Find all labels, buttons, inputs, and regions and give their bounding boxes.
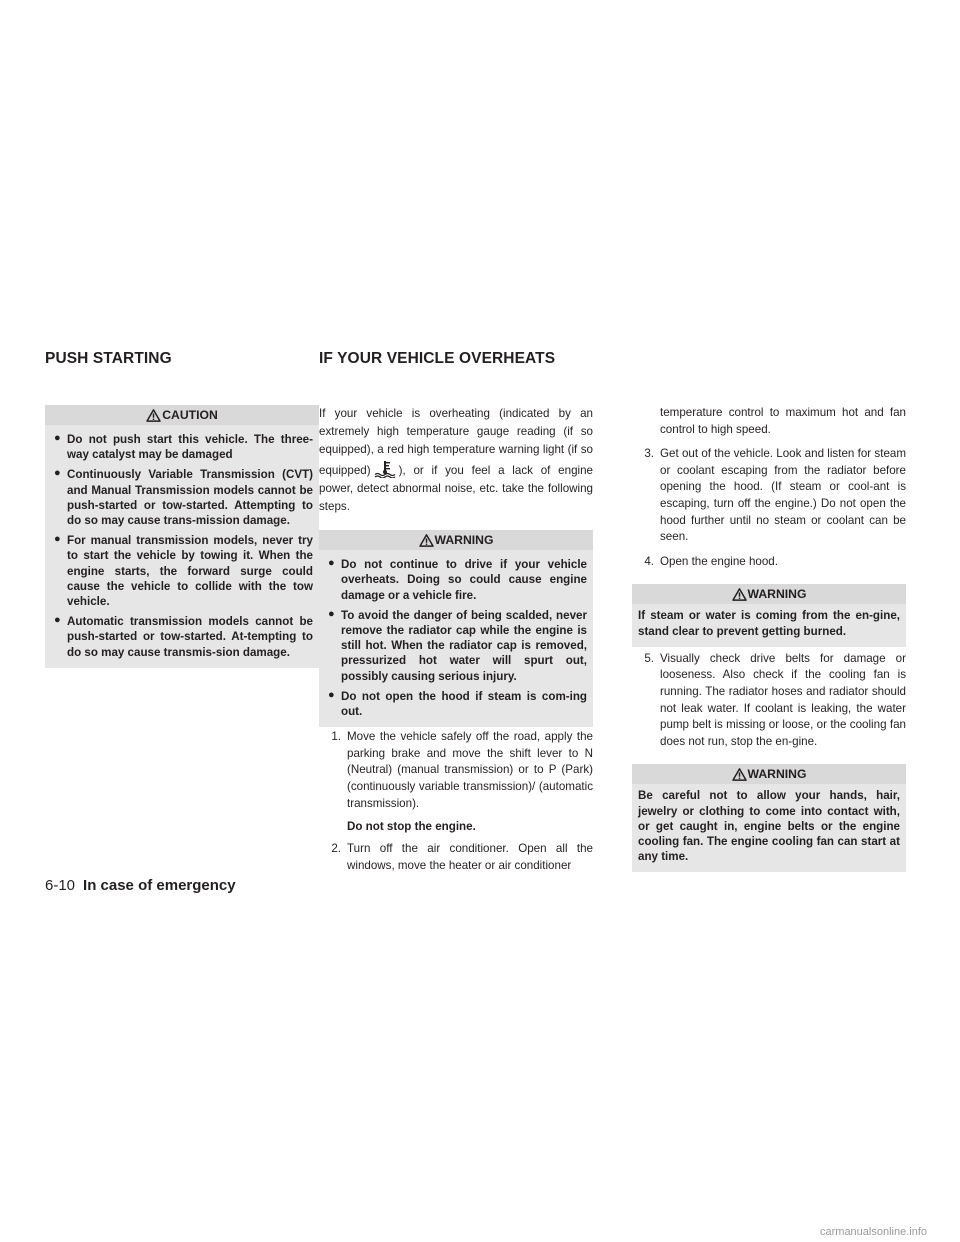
intro-paragraph: If your vehicle is overheating (indicated by an extremely high temperature gauge reading (if so equipped), a red high temperature warning light (if so equipped) ), or if you feel a lack of engine power, detect abnormal noise, etc. take the following steps.	[319, 407, 593, 514]
section-heading-push-starting: PUSH STARTING	[45, 350, 172, 367]
warning-item: ● To avoid the danger of being scalded, never remove the radiator cap while the engine is still hot. When the radiator cap is removed, pressurized hot water will spurt out, possibly causing serious injury.	[328, 607, 587, 683]
warning-box-1-header	[319, 530, 593, 550]
step-1: 1. Move the vehicle safely off the road, apply the parking brake and move the shift lever to N (Neutral) (manual transmission) or to P (Park) (continuously variable transmission)/ (automatic transmission).	[331, 730, 593, 810]
warning-box-1-title: WARNING	[434, 533, 494, 548]
caution-item: ● Do not push start this vehicle. The three-way catalyst may be damaged	[54, 432, 313, 462]
warning-box-2-title: WARNING	[747, 587, 807, 602]
step-5: 5. Visually check drive belts for damage or looseness. Also check if the cooling fan is running. The radiator hoses and radiator should not leak water. If coolant is leaking, the water pump belt is missing or loose, or the cooling fan does not run, stop the en-gine.	[644, 651, 906, 748]
warning-box-3-header	[632, 764, 906, 784]
warning-triangle-icon	[732, 768, 747, 781]
warning-box-2-header	[632, 584, 906, 604]
caution-item: ● Automatic transmission models cannot be push-started or tow-started. At-tempting to do so may cause transmis-sion damage.	[54, 614, 313, 659]
step-3: 3. Get out of the vehicle. Look and listen for steam or coolant escaping from the radiator before opening the hood. (If steam or cool-ant is escaping, turn off the engine.) Do not open the hood further until no steam or coolant can be seen.	[644, 447, 906, 544]
step-2-continued: temperature control to maximum hot and fan control to high speed.	[660, 406, 906, 436]
section-heading-overheats: IF YOUR VEHICLE OVERHEATS	[319, 350, 556, 367]
step-2: 2. Turn off the air conditioner. Open all the windows, move the heater or air conditioner	[331, 842, 593, 872]
page-footer	[45, 877, 236, 894]
warning-box-1	[319, 530, 593, 727]
chapter-title: In case of emergency	[83, 877, 236, 894]
step-1-note: Do not stop the engine.	[347, 820, 476, 834]
caution-item: ● For manual transmission models, never try to start the vehicle by towing it. When the engine starts, the forward surge could cause the vehicle to collide with the tow vehicle.	[54, 533, 313, 609]
caution-box-body	[45, 425, 319, 660]
page-number: 6-10	[45, 877, 76, 894]
warning-box-3	[632, 764, 906, 872]
step-4: 4. Open the engine hood.	[644, 554, 778, 568]
warning-item: ● Do not open the hood if steam is com-ing out.	[328, 688, 587, 719]
caution-box	[45, 405, 319, 668]
warning-triangle-icon	[146, 409, 161, 422]
warning-box-1-body	[319, 550, 593, 719]
caution-item: ● Continuously Variable Transmission (CVT) and Manual Transmission models cannot be push-started or tow-started. Attempting to do so may cause trans-mission damage.	[54, 467, 313, 528]
column-push-starting	[45, 405, 319, 668]
watermark: carmanualsonline.info	[820, 1226, 928, 1238]
coolant-temperature-warning-icon	[374, 460, 396, 478]
warning-box-3-title: WARNING	[747, 767, 807, 782]
warning-triangle-icon	[732, 588, 747, 601]
warning-box-3-text: Be careful not to allow your hands, hair, jewelry or clothing to come into contact with, or get caught in, engine belts or the engine cooling fan. The engine cooling fan can start at any time.	[638, 789, 900, 864]
caution-box-header	[45, 405, 319, 425]
column-overheats-right	[632, 405, 906, 872]
warning-triangle-icon	[419, 534, 434, 547]
caution-box-title: CAUTION	[162, 408, 218, 422]
warning-box-2	[632, 584, 906, 646]
column-overheats-left	[319, 405, 593, 874]
warning-box-2-text: If steam or water is coming from the en-gine, stand clear to prevent getting burned.	[638, 609, 900, 638]
warning-item: ● Do not continue to drive if your vehicle overheats. Doing so could cause engine damage or a vehicle fire.	[328, 557, 587, 602]
